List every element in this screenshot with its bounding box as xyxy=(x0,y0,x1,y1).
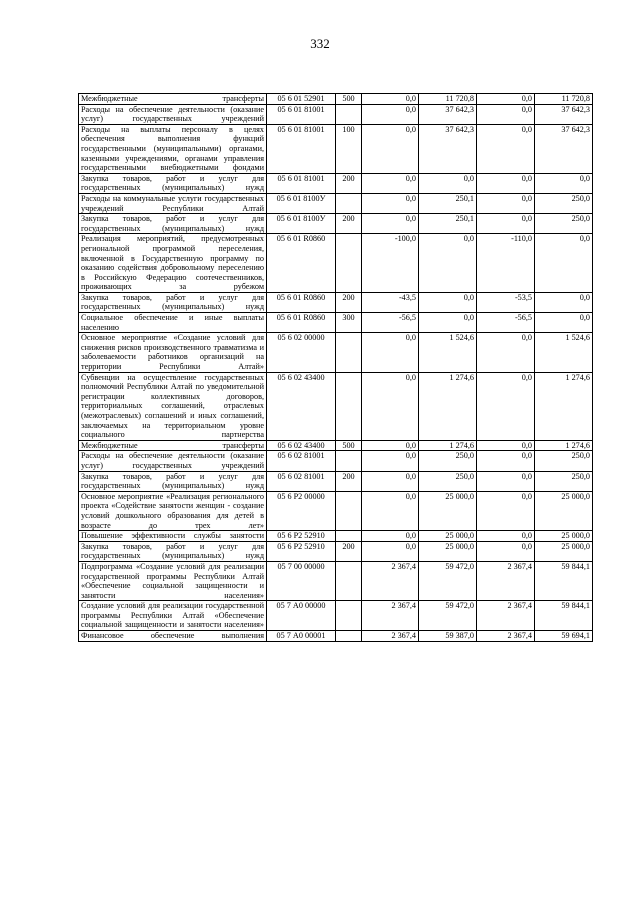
row-value-4-cell: 250,0 xyxy=(535,214,593,234)
row-value-3-cell: 0,0 xyxy=(477,193,535,213)
table-row xyxy=(79,104,593,124)
row-value-1-cell: 0,0 xyxy=(362,214,419,234)
row-name-cell: Закупка товаров, работ и услуг для государственных (муниципальных) нужд xyxy=(79,214,267,234)
row-value-2-cell: 59 472,0 xyxy=(419,561,477,600)
row-value-2-cell: 250,0 xyxy=(419,451,477,471)
budget-table xyxy=(78,93,593,642)
row-value-3-cell: 0,0 xyxy=(477,94,535,105)
table-row xyxy=(79,601,593,631)
row-value-3-cell: 0,0 xyxy=(477,531,535,542)
row-code-cell: 05 7 А0 00000 xyxy=(267,601,336,631)
row-expense-type-cell: 200 xyxy=(336,214,362,234)
row-code-cell: 05 6 02 81001 xyxy=(267,451,336,471)
row-value-3-cell: 0,0 xyxy=(477,124,535,173)
row-value-1-cell: 0,0 xyxy=(362,541,419,561)
row-value-2-cell: 1 524,6 xyxy=(419,333,477,372)
row-code-cell: 05 6 01 52901 xyxy=(267,94,336,105)
row-value-4-cell: 25 000,0 xyxy=(535,531,593,542)
row-value-2-cell: 25 000,0 xyxy=(419,541,477,561)
row-value-1-cell: 0,0 xyxy=(362,193,419,213)
row-expense-type-cell: 200 xyxy=(336,173,362,193)
table-row xyxy=(79,372,593,440)
row-name-cell: Закупка товаров, работ и услуг для государственных (муниципальных) нужд xyxy=(79,173,267,193)
row-value-3-cell: 2 367,4 xyxy=(477,601,535,631)
row-code-cell: 05 6 01 81001 xyxy=(267,104,336,124)
row-value-1-cell: 0,0 xyxy=(362,491,419,530)
row-value-1-cell: 0,0 xyxy=(362,333,419,372)
row-name-cell: Расходы на обеспечение деятельности (оказание услуг) государственных учреждений xyxy=(79,104,267,124)
row-code-cell: 05 6 02 81001 xyxy=(267,471,336,491)
table-row xyxy=(79,313,593,333)
row-code-cell: 05 6 01 8100У xyxy=(267,193,336,213)
row-name-cell: Реализация мероприятий, предусмотренных региональной программой переселения, включенной в Государственную программу по оказанию содействия добровольному переселению в Российскую Федерацию соотечественников, проживающих за рубежом xyxy=(79,234,267,293)
table-row xyxy=(79,491,593,530)
row-value-3-cell: -53,5 xyxy=(477,292,535,312)
row-expense-type-cell xyxy=(336,451,362,471)
row-code-cell: 05 7 00 00000 xyxy=(267,561,336,600)
row-value-4-cell: 37 642,3 xyxy=(535,104,593,124)
row-value-2-cell: 0,0 xyxy=(419,292,477,312)
row-name-cell: Финансовое обеспечение выполнения xyxy=(79,631,267,642)
row-value-2-cell: 0,0 xyxy=(419,234,477,293)
table-row xyxy=(79,333,593,372)
row-expense-type-cell: 500 xyxy=(336,440,362,451)
table-row xyxy=(79,193,593,213)
row-code-cell: 05 6 02 43400 xyxy=(267,372,336,440)
row-value-4-cell: 11 720,8 xyxy=(535,94,593,105)
row-value-1-cell: 0,0 xyxy=(362,124,419,173)
row-name-cell: Закупка товаров, работ и услуг для государственных (муниципальных) нужд xyxy=(79,541,267,561)
table-row xyxy=(79,541,593,561)
row-code-cell: 05 6 01 R0860 xyxy=(267,234,336,293)
table-row xyxy=(79,631,593,642)
row-value-4-cell: 59 844,1 xyxy=(535,601,593,631)
row-name-cell: Межбюджетные трансферты xyxy=(79,440,267,451)
row-expense-type-cell: 200 xyxy=(336,471,362,491)
row-expense-type-cell xyxy=(336,234,362,293)
row-value-4-cell: 1 274,6 xyxy=(535,440,593,451)
row-value-3-cell: -110,0 xyxy=(477,234,535,293)
row-expense-type-cell xyxy=(336,561,362,600)
row-value-4-cell: 37 642,3 xyxy=(535,124,593,173)
row-value-3-cell: 0,0 xyxy=(477,471,535,491)
row-name-cell: Основное мероприятие «Создание условий для снижения рисков производственного травматизма и заболеваемости работников организаций на территории Республики Алтай» xyxy=(79,333,267,372)
row-value-4-cell: 59 844,1 xyxy=(535,561,593,600)
row-value-3-cell: 0,0 xyxy=(477,440,535,451)
row-value-3-cell: 0,0 xyxy=(477,372,535,440)
row-expense-type-cell xyxy=(336,601,362,631)
row-expense-type-cell xyxy=(336,531,362,542)
row-expense-type-cell: 300 xyxy=(336,313,362,333)
row-value-4-cell: 25 000,0 xyxy=(535,541,593,561)
row-value-2-cell: 250,1 xyxy=(419,214,477,234)
table-row xyxy=(79,440,593,451)
row-value-4-cell: 1 274,6 xyxy=(535,372,593,440)
row-value-4-cell: 25 000,0 xyxy=(535,491,593,530)
row-code-cell: 05 6 02 43400 xyxy=(267,440,336,451)
row-name-cell: Подпрограмма «Создание условий для реализации государственной программы Республики Алтай «Обеспечение социальной защищенности и занятости населения» xyxy=(79,561,267,600)
row-value-2-cell: 25 000,0 xyxy=(419,491,477,530)
row-value-2-cell: 37 642,3 xyxy=(419,104,477,124)
row-value-2-cell: 1 274,6 xyxy=(419,372,477,440)
row-value-2-cell: 1 274,6 xyxy=(419,440,477,451)
row-value-1-cell: 0,0 xyxy=(362,471,419,491)
row-code-cell: 05 6 01 R0860 xyxy=(267,292,336,312)
row-value-1-cell: 0,0 xyxy=(362,451,419,471)
row-value-2-cell: 25 000,0 xyxy=(419,531,477,542)
row-value-3-cell: 0,0 xyxy=(477,491,535,530)
row-expense-type-cell xyxy=(336,333,362,372)
table-row xyxy=(79,234,593,293)
row-value-2-cell: 250,1 xyxy=(419,193,477,213)
row-value-2-cell: 59 472,0 xyxy=(419,601,477,631)
table-row xyxy=(79,561,593,600)
row-value-4-cell: 59 694,1 xyxy=(535,631,593,642)
row-value-4-cell: 0,0 xyxy=(535,313,593,333)
row-value-2-cell: 59 387,0 xyxy=(419,631,477,642)
row-value-4-cell: 0,0 xyxy=(535,292,593,312)
row-value-3-cell: 0,0 xyxy=(477,451,535,471)
row-code-cell: 05 6 P2 52910 xyxy=(267,541,336,561)
row-value-2-cell: 250,0 xyxy=(419,471,477,491)
row-expense-type-cell xyxy=(336,631,362,642)
row-value-1-cell: 2 367,4 xyxy=(362,601,419,631)
row-value-1-cell: 0,0 xyxy=(362,173,419,193)
row-code-cell: 05 6 P2 52910 xyxy=(267,531,336,542)
row-value-1-cell: 0,0 xyxy=(362,94,419,105)
row-value-3-cell: -56,5 xyxy=(477,313,535,333)
row-expense-type-cell: 100 xyxy=(336,124,362,173)
row-name-cell: Субвенции на осуществление государственных полномочий Республики Алтай по уведомительной регистрации коллективных договоров, территориальных соглашений, отраслевых (межотраслевых) соглашений и иных соглашений, заключаемых на территориальном уровне социального партнерства xyxy=(79,372,267,440)
row-value-4-cell: 0,0 xyxy=(535,173,593,193)
row-code-cell: 05 6 01 81001 xyxy=(267,124,336,173)
row-value-3-cell: 0,0 xyxy=(477,173,535,193)
row-code-cell: 05 7 А0 00001 xyxy=(267,631,336,642)
row-code-cell: 05 6 01 81001 xyxy=(267,173,336,193)
row-value-4-cell: 0,0 xyxy=(535,234,593,293)
row-value-2-cell: 11 720,8 xyxy=(419,94,477,105)
row-expense-type-cell xyxy=(336,372,362,440)
row-value-4-cell: 1 524,6 xyxy=(535,333,593,372)
row-value-4-cell: 250,0 xyxy=(535,471,593,491)
table-row xyxy=(79,292,593,312)
row-value-2-cell: 0,0 xyxy=(419,313,477,333)
table-row xyxy=(79,173,593,193)
row-code-cell: 05 6 P2 00000 xyxy=(267,491,336,530)
row-value-3-cell: 0,0 xyxy=(477,541,535,561)
table-row xyxy=(79,471,593,491)
row-expense-type-cell xyxy=(336,104,362,124)
table-row xyxy=(79,94,593,105)
row-value-1-cell: -43,5 xyxy=(362,292,419,312)
row-code-cell: 05 6 01 R0860 xyxy=(267,313,336,333)
row-value-1-cell: -56,5 xyxy=(362,313,419,333)
row-expense-type-cell: 200 xyxy=(336,541,362,561)
row-value-1-cell: 0,0 xyxy=(362,372,419,440)
row-value-2-cell: 37 642,3 xyxy=(419,124,477,173)
table-row xyxy=(79,531,593,542)
row-value-3-cell: 2 367,4 xyxy=(477,631,535,642)
row-value-4-cell: 250,0 xyxy=(535,451,593,471)
row-name-cell: Расходы на обеспечение деятельности (оказание услуг) государственных учреждений xyxy=(79,451,267,471)
row-expense-type-cell xyxy=(336,491,362,530)
row-name-cell: Расходы на коммунальные услуги государственных учреждений Республики Алтай xyxy=(79,193,267,213)
row-value-3-cell: 0,0 xyxy=(477,214,535,234)
page-number: 332 xyxy=(310,36,330,51)
row-expense-type-cell xyxy=(336,193,362,213)
row-name-cell: Основное мероприятие «Реализация регионального проекта «Содействие занятости женщин - создание условий дошкольного образования для детей в возрасте до трех лет» xyxy=(79,491,267,530)
row-value-3-cell: 0,0 xyxy=(477,333,535,372)
row-name-cell: Расходы на выплаты персоналу в целях обеспечения выполнения функций государственными (муниципальными) органами, казенными учреждениями, органами управления государственными внебюджетными фондами xyxy=(79,124,267,173)
table-body xyxy=(79,94,593,642)
row-code-cell: 05 6 02 00000 xyxy=(267,333,336,372)
row-expense-type-cell: 200 xyxy=(336,292,362,312)
row-value-1-cell: 0,0 xyxy=(362,440,419,451)
row-value-1-cell: 2 367,4 xyxy=(362,631,419,642)
row-value-4-cell: 250,0 xyxy=(535,193,593,213)
row-value-1-cell: -100,0 xyxy=(362,234,419,293)
row-name-cell: Повышение эффективности службы занятости xyxy=(79,531,267,542)
table-row xyxy=(79,124,593,173)
row-name-cell: Межбюджетные трансферты xyxy=(79,94,267,105)
row-value-1-cell: 2 367,4 xyxy=(362,561,419,600)
table-row xyxy=(79,214,593,234)
row-value-1-cell: 0,0 xyxy=(362,104,419,124)
row-value-3-cell: 2 367,4 xyxy=(477,561,535,600)
row-value-1-cell: 0,0 xyxy=(362,531,419,542)
row-expense-type-cell: 500 xyxy=(336,94,362,105)
row-name-cell: Закупка товаров, работ и услуг для государственных (муниципальных) нужд xyxy=(79,292,267,312)
row-name-cell: Социальное обеспечение и иные выплаты населению xyxy=(79,313,267,333)
table-row xyxy=(79,451,593,471)
row-name-cell: Закупка товаров, работ и услуг для государственных (муниципальных) нужд xyxy=(79,471,267,491)
row-value-2-cell: 0,0 xyxy=(419,173,477,193)
row-value-3-cell: 0,0 xyxy=(477,104,535,124)
row-code-cell: 05 6 01 8100У xyxy=(267,214,336,234)
row-name-cell: Создание условий для реализации государственной программы Республики Алтай «Обеспечение социальной защищенности и занятости населения» xyxy=(79,601,267,631)
